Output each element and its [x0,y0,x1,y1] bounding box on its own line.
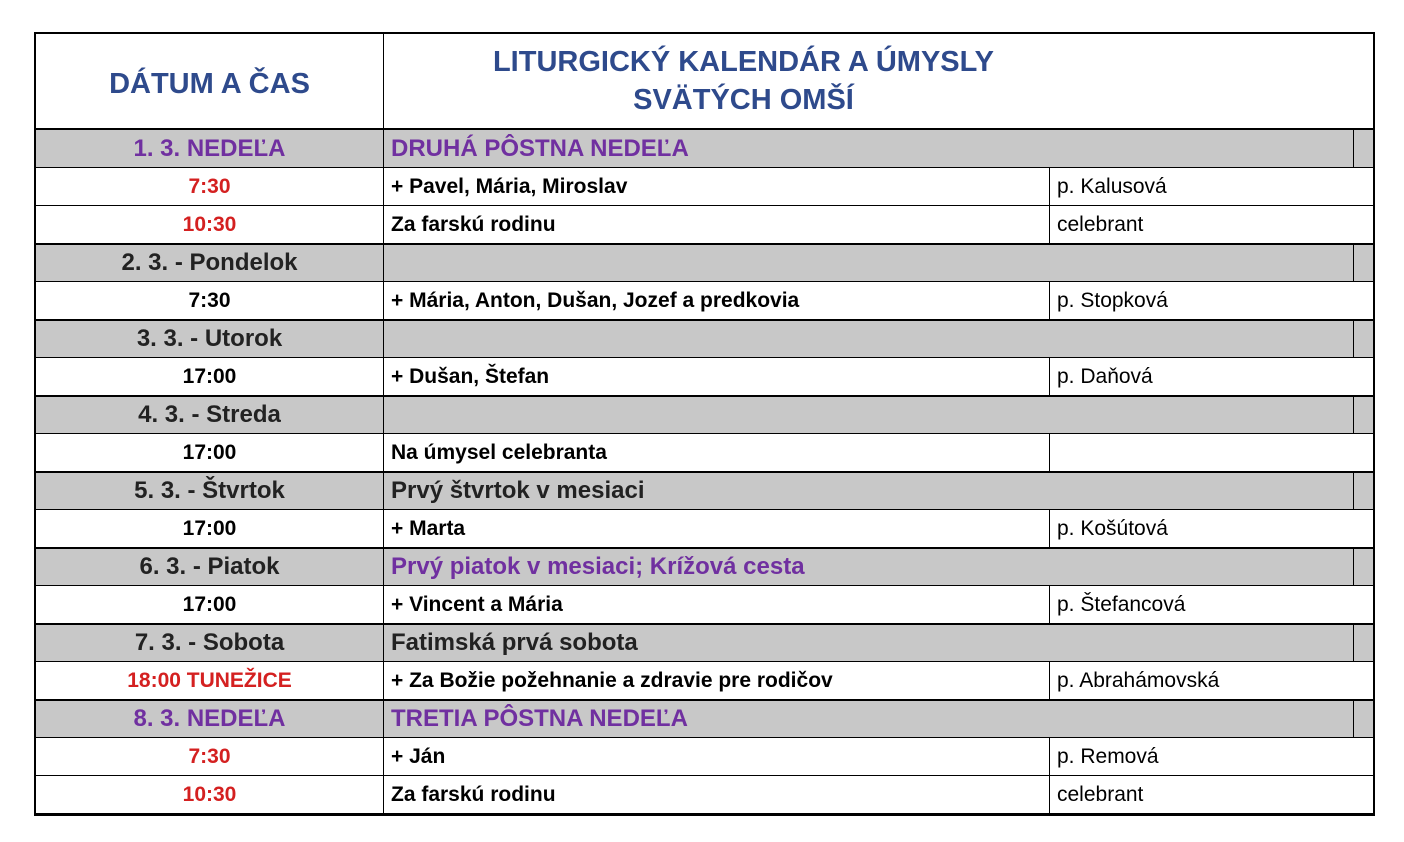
mass-time: 10:30 [36,776,384,813]
mass-requester: p. Daňová [1057,364,1153,388]
mass-time: 17:00 [36,434,384,471]
mass-time: 17:00 [36,510,384,547]
day-date: 1. 3. NEDEĽA [36,130,384,167]
row-end-cell [1353,321,1373,357]
day-row [36,130,1373,168]
mass-requester: p. Remová [1057,744,1159,768]
calendar-title-line1: LITURGICKÝ KALENDÁR A ÚMYSLY [492,46,995,78]
mass-intention: + Marta [384,510,1050,547]
mass-time: 18:00 TUNEŽICE [36,662,384,699]
mass-time: 7:30 [36,168,384,205]
day-row [36,244,1373,282]
schedule-body [36,130,1373,814]
day-date: 6. 3. - Piatok [36,549,384,585]
day-row [36,396,1373,434]
day-title: Prvý štvrtok v mesiaci [391,477,645,504]
day-row [36,548,1373,586]
mass-time: 17:00 [36,586,384,623]
day-date: 2. 3. - Pondelok [36,245,384,281]
mass-intention: + Dušan, Štefan [384,358,1050,395]
mass-intention: Za farskú rodinu [384,776,1050,813]
mass-row [36,358,1373,396]
mass-requester: p. Štefancová [1057,592,1186,616]
mass-row [36,510,1373,548]
row-end-cell [1353,397,1373,433]
mass-row [36,776,1373,814]
day-title [384,397,1353,433]
day-title: DRUHÁ PÔSTNA NEDEĽA [391,134,689,162]
mass-intention: + Za Božie požehnanie a zdravie pre rodičov [384,662,1050,699]
day-row [36,320,1373,358]
day-date: 4. 3. - Streda [36,397,384,433]
mass-intention: Za farskú rodinu [384,206,1050,243]
mass-schedule-table [34,32,1375,816]
row-end-cell [1353,245,1373,281]
mass-row [36,206,1373,244]
mass-row [36,168,1373,206]
day-date: 5. 3. - Štvrtok [36,473,384,509]
day-title: TRETIA PÔSTNA NEDEĽA [391,705,688,732]
mass-requester [1050,434,1373,471]
row-end-cell [1353,130,1373,167]
table-header [36,34,1373,130]
day-title [384,245,1353,281]
day-row [36,472,1373,510]
day-title [384,321,1353,357]
mass-requester: p. Stopková [1057,288,1168,312]
day-date: 3. 3. - Utorok [36,321,384,357]
day-title: Prvý piatok v mesiaci; Krížová cesta [391,553,805,580]
mass-time: 10:30 [36,206,384,243]
day-title: Fatimská prvá sobota [391,629,638,656]
day-date: 8. 3. NEDEĽA [36,701,384,737]
mass-requester: p. Kalusová [1057,174,1167,198]
date-column-header: DÁTUM A ČAS [36,34,384,128]
mass-requester: celebrant [1057,782,1144,806]
mass-row [36,738,1373,776]
mass-time: 17:00 [36,358,384,395]
mass-row [36,586,1373,624]
day-row [36,624,1373,662]
row-end-cell [1353,625,1373,661]
mass-intention: + Vincent a Mária [384,586,1050,623]
calendar-title-line2: SVÄTÝCH OMŠÍ [633,84,854,116]
row-end-cell [1353,549,1373,585]
mass-row [36,282,1373,320]
mass-requester: celebrant [1057,212,1144,236]
mass-requester: p. Košútová [1057,516,1168,540]
mass-intention: + Mária, Anton, Dušan, Jozef a predkovia [384,282,1050,319]
day-row [36,700,1373,738]
mass-time: 7:30 [36,282,384,319]
day-date: 7. 3. - Sobota [36,625,384,661]
mass-requester: p. Abrahámovská [1057,668,1220,692]
mass-time: 7:30 [36,738,384,775]
mass-intention: + Ján [384,738,1050,775]
calendar-title [384,34,1373,128]
mass-row [36,662,1373,700]
mass-intention: Na úmysel celebranta [384,434,1050,471]
mass-intention: + Pavel, Mária, Miroslav [384,168,1050,205]
mass-row [36,434,1373,472]
row-end-cell [1353,701,1373,737]
row-end-cell [1353,473,1373,509]
